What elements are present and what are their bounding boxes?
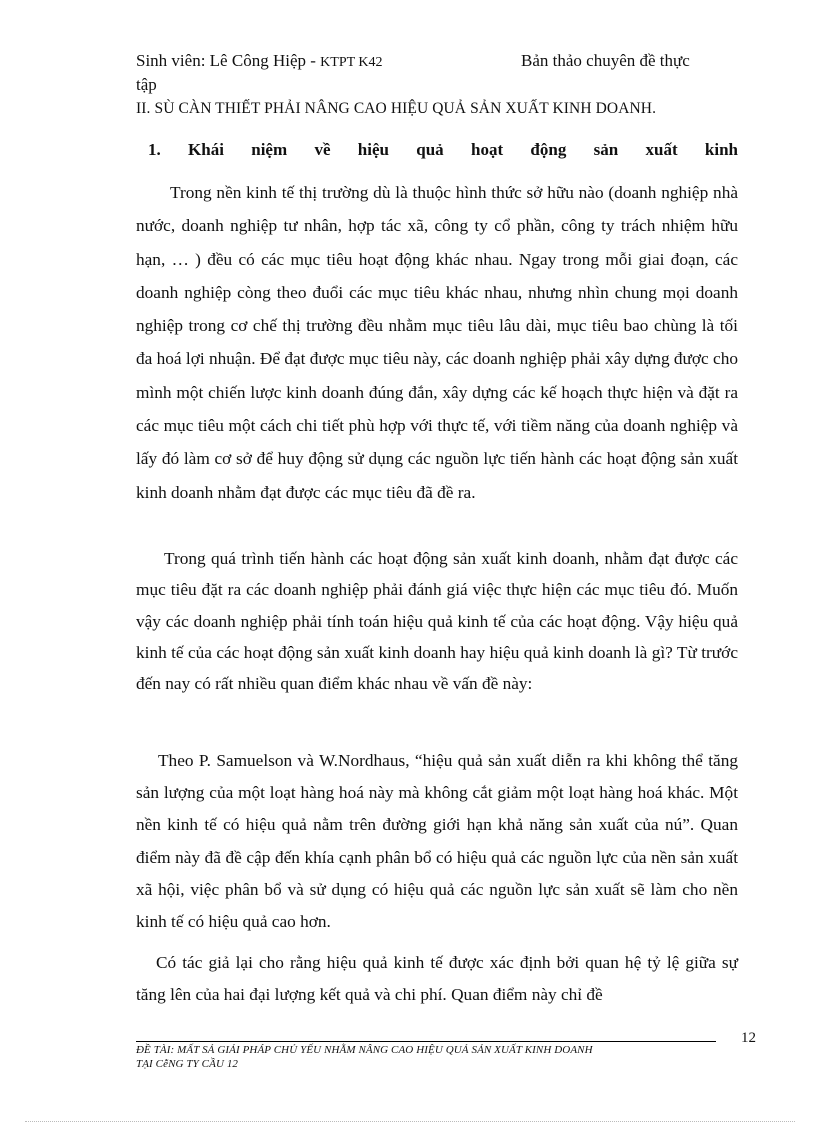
paragraph-3: Theo P. Samuelson và W.Nordhaus, “hiệu quả sản xuất diễn ra khi không thể tăng sản lượng của một loạt hàng hoá này mà không cắt giảm một loạt hàng hoá khác. Một nền kinh tế có hiệu quả nằm trên đường giới hạn khả năng sản xuất của nú”. Quan điểm này đã đề cập đến khía cạnh phân bổ có hiệu quả các nguồn lực của nền sản xuất xã hội, việc phân bổ và sử dụng có hiệu quả các nguồn lực sản xuất sẽ làm cho nền kinh tế có hiệu quả cao hơn. (136, 751, 738, 932)
paragraph-4: Có tác giả lại cho rằng hiệu quả kinh tế được xác định bởi quan hệ tỷ lệ giữa sự tăng lên của hai đại lượng kết quả và chi phí. Quan điểm này chỉ đề (136, 953, 738, 1004)
section-heading: II. SÙ CÀN THIẾT PHẢI NÂNG CAO HIỆU QUẢ SẢN XUẤT KINH DOANH. (136, 100, 657, 117)
page-bottom-divider (25, 1121, 795, 1122)
footer-line-1: ĐỀ TÀI: MẤT SẢ GIẢI PHÁP CHỦ YẾU NHẰM NÂNG CAO HIỆU QUẢ SẢN XUẤT KINH DOANH (136, 1044, 593, 1056)
student-name: Sinh viên: Lê Công Hiệp - (136, 51, 321, 70)
student-class: KTPT K42 (320, 55, 383, 70)
header-student (136, 50, 456, 96)
header-title: Bản thảo chuyên đề thực (521, 51, 690, 70)
page-number: 12 (741, 1030, 756, 1046)
subheading: 1. Khái niệm về hiệu quả hoạt động sản xuất kinh (148, 140, 738, 159)
paragraph-2: Trong quá trình tiến hành các hoạt động sản xuất kinh doanh, nhằm đạt được các mục tiêu đặt ra các doanh nghiệp phải đánh giá việc thực hiện các mục tiêu đó. Muốn vậy các doanh nghiệp phải tính toán hiệu quả kinh tế của các hoạt động. Vậy hiệu quả kinh tế của các hoạt động sản xuất kinh doanh hay hiệu quả kinh doanh là gì? Từ trước đến nay có rất nhiều quan điểm khác nhau về vấn đề này: (136, 549, 738, 694)
header-title-wrap: tập (136, 75, 157, 94)
paragraph-1: Trong nền kinh tế thị trường dù là thuộc hình thức sở hữu nào (doanh nghiệp nhà nước, doanh nghiệp tư nhân, hợp tác xã, công ty cổ phần, công ty trách nhiệm hữu hạn, … ) đều có các mục tiêu hoạt động khác nhau. Ngay trong mỗi giai đoạn, các doanh nghiệp còng theo đuổi các mục tiêu khác nhau, nhưng nhìn chung mọi doanh nghiệp trong cơ chế thị trường đều nhằm mục tiêu lâu dài, mục tiêu bao chùng là tối đa hoá lợi nhuận. Để đạt được mục tiêu này, các doanh nghiệp phải xây dựng được cho mình một chiến lược kinh doanh đúng đắn, xây dựng các kế hoạch thực hiện và đặt ra các mục tiêu một cách chi tiết phù hợp với thực tế, với tiềm năng của doanh nghiệp và lấy đó làm cơ sở để huy động sử dụng các nguồn lực tiến hành các hoạt động sản xuất kinh doanh nhằm đạt được các mục tiêu đã đề ra. (136, 183, 738, 502)
footer (136, 1043, 736, 1071)
footer-line-2: TẠI CễNG TY CẦU 12 (136, 1058, 239, 1070)
footer-rule (136, 1041, 716, 1042)
